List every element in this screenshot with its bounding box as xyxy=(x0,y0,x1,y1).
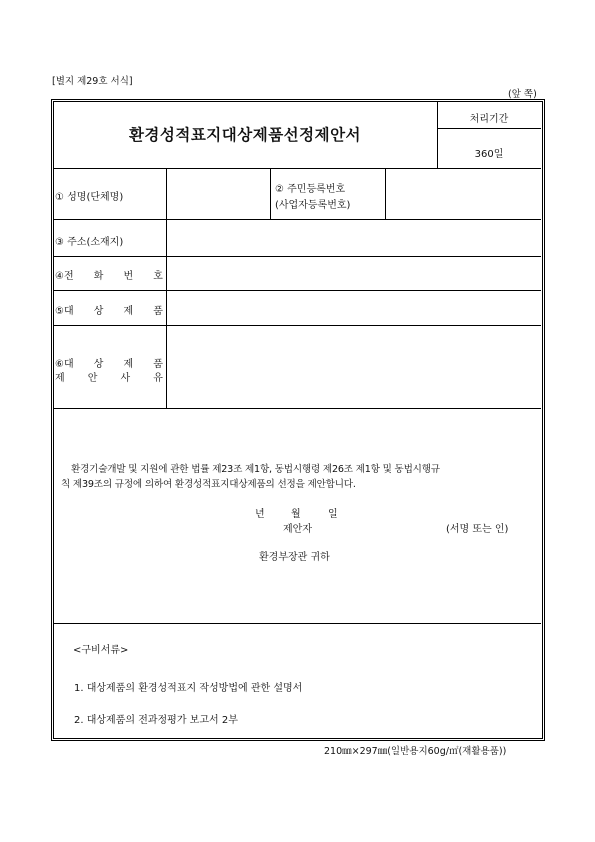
addressee: 환경부장관 귀하 xyxy=(259,552,330,563)
row-divider xyxy=(53,168,541,169)
phone-label xyxy=(55,267,163,282)
proposer-label: 제안자 xyxy=(283,524,312,535)
name-field[interactable] xyxy=(168,170,268,217)
statement-line-2: 칙 제39조의 규정에 의하여 환경성적표지대상제품의 선정을 제안합니다. xyxy=(61,479,356,490)
statement-line-1: 환경기술개발 및 지원에 관한 법률 제23조 제1항, 동법시행령 제26조 제1항 및 동법시행규 xyxy=(71,464,440,475)
row-divider xyxy=(53,256,541,257)
documents-header: <구비서류> xyxy=(73,645,129,656)
address-field[interactable] xyxy=(168,221,539,254)
reason-label-part: 유 xyxy=(153,373,163,384)
row-divider xyxy=(53,623,541,624)
product-field[interactable] xyxy=(168,292,539,323)
row-divider xyxy=(53,325,541,326)
document-item-2: 2. 대상제품의 전과정평가 보고서 2부 xyxy=(74,715,238,726)
date-year-label: 년 xyxy=(255,509,265,520)
processing-period-value: 360일 xyxy=(474,149,504,160)
row-divider xyxy=(53,408,541,409)
reason-label-part: 제 xyxy=(55,373,65,384)
reason-label-part: ⑥대 xyxy=(55,359,74,370)
divider xyxy=(437,128,541,129)
document-item-1: 1. 대상제품의 환경성적표지 작성방법에 관한 설명서 xyxy=(74,683,303,694)
name-label: ① 성명(단체명) xyxy=(55,192,124,203)
product-label-part: 제 xyxy=(123,306,134,317)
business-reg-number-label: (사업자등록번호) xyxy=(275,200,351,211)
reason-field[interactable] xyxy=(168,327,539,406)
phone-label-part: 번 xyxy=(123,271,134,282)
column-divider xyxy=(270,168,271,219)
page-side-label: (앞 쪽) xyxy=(508,89,537,100)
phone-label-part: ④전 xyxy=(55,271,74,282)
reason-label-part: 상 xyxy=(93,359,104,370)
product-label xyxy=(55,302,163,317)
reason-label-part: 사 xyxy=(120,373,131,384)
column-divider xyxy=(166,168,167,408)
processing-period-label: 처리기간 xyxy=(469,114,509,125)
phone-label-part: 호 xyxy=(153,271,163,282)
address-label: ③ 주소(소재지) xyxy=(55,237,124,248)
reg-number-label: ② 주민등록번호 xyxy=(275,184,346,195)
row-divider xyxy=(53,219,541,220)
phone-field[interactable] xyxy=(168,258,539,288)
reason-label-line1 xyxy=(55,355,163,370)
phone-label-part: 화 xyxy=(93,271,104,282)
signature-label: (서명 또는 인) xyxy=(446,524,509,535)
date-day-label: 일 xyxy=(328,509,338,520)
reason-label-part: 제 xyxy=(123,359,134,370)
form-number: [별지 제29호 서식] xyxy=(52,76,133,87)
column-divider xyxy=(385,168,386,219)
date-month-label: 월 xyxy=(291,509,301,520)
row-divider xyxy=(53,290,541,291)
reason-label-part: 품 xyxy=(153,359,163,370)
proposer-field[interactable] xyxy=(320,517,440,533)
paper-spec: 210㎜×297㎜(일반용지60g/㎡(재활용품)) xyxy=(324,746,507,757)
reason-label-line2 xyxy=(55,369,163,384)
product-label-part: 품 xyxy=(153,306,163,317)
reason-label-part: 안 xyxy=(87,373,98,384)
form-title: 환경성적표지대상제품선정제안서 xyxy=(128,126,362,144)
product-label-part: 상 xyxy=(93,306,104,317)
reg-number-field[interactable] xyxy=(387,170,539,217)
product-label-part: ⑤대 xyxy=(55,306,74,317)
